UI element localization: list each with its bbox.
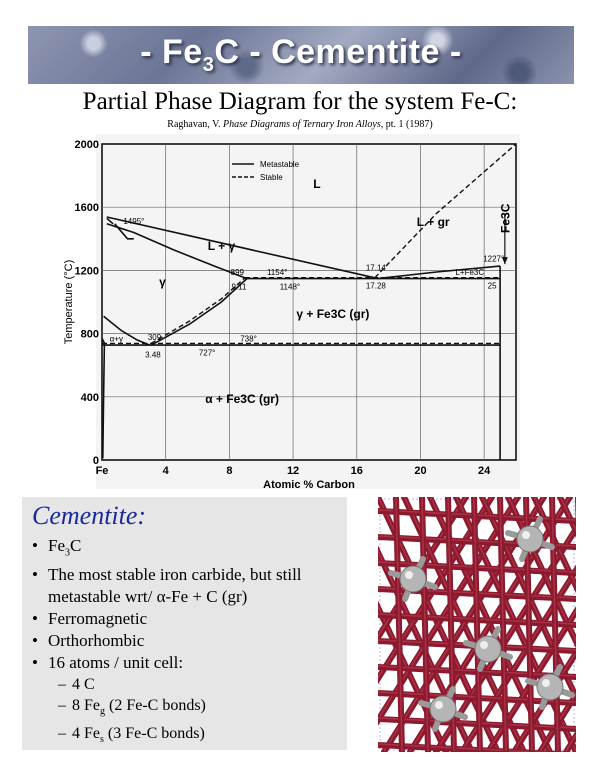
x-tick-label: 20 [414, 465, 427, 477]
atom-highlight [522, 531, 530, 539]
property-item: • $Fe_3C$ [32, 535, 337, 564]
carbon-atom [400, 566, 426, 592]
property-item: • 16 atoms / unit cell: [32, 652, 337, 674]
banner-title: - $Fe_3C$ - Cementite - [140, 33, 462, 76]
y-axis-label: Temperature (°C) [63, 259, 75, 345]
y-tick-label: 0 [92, 455, 99, 467]
x-tick-label: 4 [162, 465, 169, 477]
properties-list [32, 535, 337, 750]
properties-heading: Cementite: [32, 501, 147, 530]
carbon-atom [475, 636, 501, 662]
annotation-label: α + Fe3C (gr) [205, 392, 279, 407]
x-tick-label: 8 [226, 465, 233, 477]
property-item: • The most stable iron carbide, but still [32, 564, 337, 586]
annotation-label: 17.14 [365, 263, 386, 273]
property-sub-item: – 8 $Fe_g$ (2 Fe-C bonds) [32, 695, 337, 722]
annotation-label: 9.11 [231, 282, 247, 292]
annotation-label: 1495° [123, 216, 145, 226]
title-banner [28, 26, 574, 84]
x-tick-label: Fe [95, 465, 109, 477]
annotation-label: 738° [240, 334, 257, 344]
carbon-atom [517, 526, 543, 552]
annotation-label: Fe3C [498, 203, 513, 233]
legend-label: Stable [260, 173, 283, 182]
phase-diagram [0, 130, 530, 495]
carbon-atom [537, 674, 563, 700]
annotation-label: L+Fe3C [455, 268, 485, 278]
property-sub-item: – 4 C [32, 674, 337, 695]
y-tick-label: 1600 [74, 202, 99, 215]
annotation-label: 3.48 [145, 350, 161, 360]
annotation-label: 1154° [266, 268, 288, 278]
property-sub-item: – 4 $Fe_s$ (3 Fe-C bonds) [32, 723, 337, 750]
citation: Raghavan, V. Phase Diagrams of Ternary Iron Alloys, pt. 1 (1987) [167, 119, 433, 130]
annotation-label: 1148° [279, 282, 301, 292]
annotation-label: L [313, 177, 321, 192]
atom-highlight [405, 571, 413, 579]
x-tick-label: 12 [286, 465, 300, 477]
annotation-label: 1227° [483, 254, 505, 264]
cementite-crystal-structure-image [378, 497, 576, 752]
cementite-properties-panel [22, 497, 347, 750]
annotation-label: 309 [147, 332, 162, 342]
annotation-label: 17.28 [365, 281, 386, 291]
x-tick-label: 16 [350, 465, 363, 477]
property-item: • Orthorhombic [32, 630, 337, 652]
annotation-label: 727° [198, 348, 216, 358]
annotation-label: 899 [230, 268, 245, 278]
annotation-label: L + gr [416, 215, 450, 230]
carbon-atom [430, 696, 456, 722]
atom-highlight [480, 641, 488, 649]
atom-highlight [542, 679, 550, 687]
property-item: • Ferromagnetic [32, 608, 337, 630]
legend-label: Metastable [260, 160, 300, 169]
annotation-label: γ [159, 275, 166, 290]
page-subtitle: Partial Phase Diagram for the system Fe-C: [82, 88, 518, 115]
x-axis-label: Atomic % Carbon [263, 479, 355, 491]
annotation-label: 25 [487, 281, 497, 291]
annotation-label: α+γ [109, 334, 123, 344]
atom-highlight [435, 701, 443, 709]
y-tick-label: 1200 [74, 265, 99, 278]
annotation-label: γ + Fe3C (gr) [296, 306, 370, 321]
y-tick-label: 2000 [74, 139, 99, 151]
y-tick-label: 400 [80, 391, 99, 404]
property-item: metastable wrt/ α-Fe + C (gr) [48, 587, 248, 607]
y-tick-label: 800 [80, 328, 99, 341]
x-tick-label: 24 [478, 465, 491, 477]
annotation-label: L + γ [207, 238, 236, 253]
